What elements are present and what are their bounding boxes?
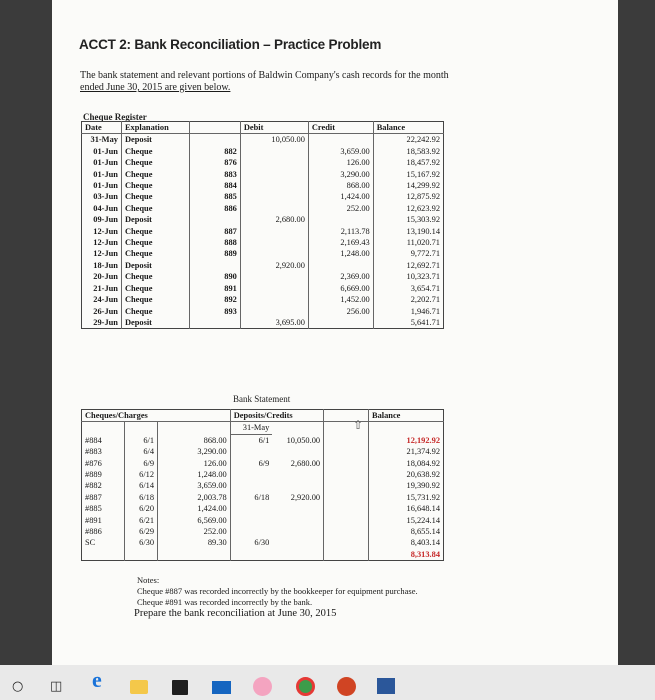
register-cell-cheque: 893 bbox=[190, 306, 241, 317]
register-cell-date: 18-Jun bbox=[93, 260, 118, 270]
register-cell-balance: 5,641.71 bbox=[373, 317, 443, 329]
bank-cell-deposit-date: 6/9 bbox=[230, 458, 272, 469]
bank-cell-cheque: #876 bbox=[85, 458, 102, 468]
bank-row bbox=[82, 549, 444, 561]
register-cell-balance: 12,623.92 bbox=[373, 203, 443, 214]
bank-cell-amount: 89.30 bbox=[158, 537, 231, 548]
register-cell-balance: 18,457.92 bbox=[373, 157, 443, 168]
register-row bbox=[82, 237, 444, 248]
register-cell-explanation: Cheque bbox=[121, 146, 189, 157]
bank-cell-cheque: #884 bbox=[85, 435, 102, 445]
bank-cell-balance: 8,655.14 bbox=[369, 526, 444, 537]
register-cell-explanation: Cheque bbox=[121, 169, 189, 180]
bank-cell-amount: 3,290.00 bbox=[158, 446, 231, 457]
register-cell-date: 01-Jun bbox=[93, 158, 118, 168]
register-cell-explanation: Cheque bbox=[121, 226, 189, 237]
intro-paragraph bbox=[80, 70, 520, 94]
bank-cell-date bbox=[124, 549, 157, 561]
register-cell-credit: 2,113.78 bbox=[308, 226, 373, 237]
register-row bbox=[82, 317, 444, 329]
register-cell-date: 21-Jun bbox=[93, 283, 118, 293]
register-cell-date: 01-Jun bbox=[93, 146, 118, 156]
bank-cell-deposit-amount bbox=[272, 469, 323, 480]
register-cell-balance: 15,303.92 bbox=[373, 214, 443, 225]
register-cell-balance: 15,167.92 bbox=[373, 169, 443, 180]
register-cell-cheque: 886 bbox=[190, 203, 241, 214]
task-view-icon[interactable]: ◫ bbox=[50, 679, 63, 694]
bank-subheader-date: 31-May bbox=[230, 422, 272, 434]
register-cell-debit: 2,920.00 bbox=[240, 260, 308, 271]
intro-line-1: The bank statement and relevant portions of Baldwin Company's cash records for the month bbox=[80, 70, 449, 81]
register-row bbox=[82, 260, 444, 271]
register-cell-cheque: 884 bbox=[190, 180, 241, 191]
register-cell-explanation: Cheque bbox=[121, 203, 189, 214]
mail-icon[interactable] bbox=[212, 681, 231, 694]
bank-cell-deposit-amount bbox=[272, 446, 323, 457]
bank-cell-amount: 1,424.00 bbox=[158, 503, 231, 514]
bank-cell-deposit-amount: 2,680.00 bbox=[290, 458, 321, 468]
register-cell-balance: 11,020.71 bbox=[373, 237, 443, 248]
register-cell-explanation: Deposit bbox=[121, 317, 189, 329]
register-cell-explanation: Deposit bbox=[121, 260, 189, 271]
bank-cell-amount bbox=[158, 549, 231, 561]
bank-cell-cheque: #882 bbox=[85, 481, 102, 491]
bank-cell-deposit-date bbox=[230, 480, 272, 491]
register-cell-date: 12-Jun bbox=[93, 249, 118, 259]
register-cell-date: 04-Jun bbox=[93, 203, 118, 213]
bank-cell-cheque: SC bbox=[85, 538, 96, 548]
register-cell-balance: 13,190.14 bbox=[373, 226, 443, 237]
register-cell-explanation: Cheque bbox=[121, 283, 189, 294]
bank-cell-deposit-amount bbox=[272, 515, 323, 526]
bank-row bbox=[82, 434, 444, 446]
register-cell-debit bbox=[240, 306, 308, 317]
bank-cell-amount: 1,248.00 bbox=[158, 469, 231, 480]
register-row bbox=[82, 146, 444, 157]
bank-cell-deposit-date: 6/18 bbox=[230, 492, 272, 503]
register-cell-credit: 2,169.43 bbox=[308, 237, 373, 248]
register-cell-cheque bbox=[190, 260, 241, 271]
register-cell-cheque: 885 bbox=[190, 191, 241, 202]
bank-row bbox=[82, 537, 444, 548]
bank-cell-balance: 19,390.92 bbox=[369, 480, 444, 491]
register-cell-credit: 1,452.00 bbox=[308, 294, 373, 305]
bank-cell-cheque: #886 bbox=[85, 527, 102, 537]
bank-header-deposits: Deposits/Credits bbox=[230, 410, 323, 422]
bank-row bbox=[82, 458, 444, 469]
bank-cell-deposit-date bbox=[230, 526, 272, 537]
note-2: Cheque #891 was recorded incorrectly by the bank. bbox=[137, 597, 313, 607]
bank-cell-cheque: #883 bbox=[85, 447, 102, 457]
register-header-debit: Debit bbox=[240, 122, 308, 134]
bank-cell-deposit-date: 6/30 bbox=[230, 537, 272, 548]
bank-cell-date: 6/9 bbox=[124, 458, 157, 469]
register-cell-balance: 9,772.71 bbox=[373, 248, 443, 259]
register-cell-cheque: 882 bbox=[190, 146, 241, 157]
register-cell-date: 09-Jun bbox=[93, 215, 118, 225]
bank-cell-date: 6/21 bbox=[124, 515, 157, 526]
register-row bbox=[82, 248, 444, 259]
mouse-cursor-icon: ⇧ bbox=[353, 418, 364, 432]
register-row bbox=[82, 191, 444, 202]
edge-icon[interactable]: e bbox=[92, 667, 102, 692]
bank-sub-blank-6 bbox=[369, 422, 444, 434]
register-cell-explanation: Deposit bbox=[121, 214, 189, 225]
bank-row bbox=[82, 526, 444, 537]
bank-cell-deposit-date bbox=[230, 469, 272, 480]
bank-cell-deposit-amount: 2,920.00 bbox=[290, 492, 321, 502]
bank-cell-deposit-amount: 10,050.00 bbox=[286, 435, 321, 445]
bank-cell-date: 6/4 bbox=[124, 446, 157, 457]
register-cell-debit: 2,680.00 bbox=[240, 214, 308, 225]
bank-cell-deposit-date bbox=[230, 549, 272, 561]
register-cell-explanation: Cheque bbox=[121, 191, 189, 202]
register-cell-cheque: 876 bbox=[190, 157, 241, 168]
bank-cell-spacer bbox=[324, 446, 369, 457]
register-cell-cheque bbox=[190, 134, 241, 146]
register-row bbox=[82, 214, 444, 225]
bank-cell-date: 6/12 bbox=[124, 469, 157, 480]
register-cell-debit bbox=[240, 146, 308, 157]
register-cell-balance: 22,242.92 bbox=[373, 134, 443, 146]
register-cell-debit bbox=[240, 191, 308, 202]
register-cell-date: 12-Jun bbox=[93, 226, 118, 236]
register-cell-debit bbox=[240, 157, 308, 168]
register-cell-date: 24-Jun bbox=[93, 295, 118, 305]
bank-cell-cheque: #887 bbox=[85, 492, 102, 502]
register-row bbox=[82, 283, 444, 294]
register-cell-date: 01-Jun bbox=[93, 169, 118, 179]
register-cell-credit bbox=[308, 214, 373, 225]
register-cell-explanation: Deposit bbox=[121, 134, 189, 146]
register-cell-debit bbox=[240, 248, 308, 259]
bank-sub-blank-5 bbox=[324, 422, 369, 434]
bank-sub-blank-3 bbox=[158, 422, 231, 434]
register-cell-credit: 126.00 bbox=[308, 157, 373, 168]
register-cell-explanation: Cheque bbox=[121, 157, 189, 168]
register-row bbox=[82, 180, 444, 191]
bank-cell-spacer bbox=[324, 458, 369, 469]
bank-cell-deposit-amount bbox=[272, 537, 323, 548]
register-cell-debit bbox=[240, 237, 308, 248]
bank-cell-balance: 15,224.14 bbox=[369, 515, 444, 526]
bank-cell-amount: 868.00 bbox=[158, 434, 231, 446]
bank-row bbox=[82, 503, 444, 514]
bank-cell-date: 6/1 bbox=[124, 434, 157, 446]
register-cell-debit bbox=[240, 169, 308, 180]
register-row bbox=[82, 306, 444, 317]
powerpoint-icon[interactable] bbox=[337, 677, 356, 696]
register-cell-date: 31-May bbox=[90, 135, 118, 145]
bank-cell-date: 6/29 bbox=[124, 526, 157, 537]
bank-cell-balance: 8,403.14 bbox=[369, 537, 444, 548]
register-cell-date: 03-Jun bbox=[93, 192, 118, 202]
bank-cell-spacer bbox=[324, 526, 369, 537]
bank-sub-blank-4 bbox=[272, 422, 323, 434]
register-cell-debit bbox=[240, 180, 308, 191]
register-cell-credit: 2,369.00 bbox=[308, 271, 373, 282]
register-cell-debit bbox=[240, 294, 308, 305]
bank-statement-label: Bank Statement bbox=[233, 394, 291, 404]
bank-cell-balance: 20,638.92 bbox=[369, 469, 444, 480]
register-header-cheque bbox=[190, 122, 241, 134]
bank-cell-spacer bbox=[324, 503, 369, 514]
register-cell-balance: 12,692.71 bbox=[373, 260, 443, 271]
bank-row bbox=[82, 469, 444, 480]
bank-cell-spacer bbox=[324, 469, 369, 480]
register-cell-credit bbox=[308, 134, 373, 146]
register-cell-debit bbox=[240, 283, 308, 294]
bank-cell-spacer bbox=[324, 549, 369, 561]
notes-block bbox=[121, 575, 418, 608]
bank-cell-deposit-amount bbox=[272, 503, 323, 514]
bank-cell-spacer bbox=[324, 480, 369, 491]
register-cell-cheque: 887 bbox=[190, 226, 241, 237]
register-cell-balance: 2,202.71 bbox=[373, 294, 443, 305]
word-icon[interactable] bbox=[377, 678, 395, 694]
register-cell-cheque: 891 bbox=[190, 283, 241, 294]
bank-header-cheques: Cheques/Charges bbox=[82, 410, 231, 422]
register-cell-explanation: Cheque bbox=[121, 294, 189, 305]
bank-cell-balance: 8,313.84 bbox=[369, 549, 444, 561]
register-cell-cheque: 889 bbox=[190, 248, 241, 259]
register-cell-date: 20-Jun bbox=[93, 272, 118, 282]
bank-row bbox=[82, 515, 444, 526]
register-cell-debit: 10,050.00 bbox=[240, 134, 308, 146]
register-row bbox=[82, 134, 444, 146]
register-cell-explanation: Cheque bbox=[121, 180, 189, 191]
bank-row bbox=[82, 446, 444, 457]
register-row bbox=[82, 157, 444, 168]
bank-cell-amount: 252.00 bbox=[158, 526, 231, 537]
register-cell-explanation: Cheque bbox=[121, 271, 189, 282]
bank-sub-blank bbox=[82, 422, 125, 434]
bank-cell-deposit-date bbox=[230, 515, 272, 526]
register-row bbox=[82, 203, 444, 214]
bank-cell-balance: 16,648.14 bbox=[369, 503, 444, 514]
register-cell-credit: 252.00 bbox=[308, 203, 373, 214]
bank-cell-deposit-date: 6/1 bbox=[230, 434, 272, 446]
paint-icon[interactable] bbox=[253, 677, 272, 696]
file-explorer-icon[interactable] bbox=[130, 680, 148, 694]
register-cell-debit bbox=[240, 226, 308, 237]
bank-cell-spacer bbox=[324, 515, 369, 526]
register-cell-balance: 12,875.92 bbox=[373, 191, 443, 202]
bank-cell-balance: 21,374.92 bbox=[369, 446, 444, 457]
bank-cell-date: 6/30 bbox=[124, 537, 157, 548]
register-cell-credit: 256.00 bbox=[308, 306, 373, 317]
register-row bbox=[82, 294, 444, 305]
bank-cell-date: 6/20 bbox=[124, 503, 157, 514]
register-cell-date: 01-Jun bbox=[93, 181, 118, 191]
register-cell-debit bbox=[240, 271, 308, 282]
register-cell-cheque bbox=[190, 317, 241, 329]
register-cell-credit bbox=[308, 317, 373, 329]
register-header-explanation: Explanation bbox=[121, 122, 189, 134]
register-cell-explanation: Cheque bbox=[121, 248, 189, 259]
register-cell-balance: 14,299.92 bbox=[373, 180, 443, 191]
bank-subheader-row bbox=[82, 422, 444, 434]
bank-cell-balance: 12,192.92 bbox=[369, 434, 444, 446]
register-header-balance: Balance bbox=[373, 122, 443, 134]
cheque-register-label: Cheque Register bbox=[83, 112, 147, 122]
register-cell-credit: 868.00 bbox=[308, 180, 373, 191]
cheque-register-table bbox=[81, 121, 444, 329]
bank-cell-cheque: #885 bbox=[85, 504, 102, 514]
bank-header-row bbox=[82, 410, 444, 422]
bank-sub-blank-2 bbox=[124, 422, 157, 434]
register-cell-date: 26-Jun bbox=[93, 306, 118, 316]
bank-cell-spacer bbox=[324, 537, 369, 548]
register-cell-credit bbox=[308, 260, 373, 271]
document-title: ACCT 2: Bank Reconciliation – Practice Problem bbox=[79, 37, 382, 52]
register-cell-credit: 6,669.00 bbox=[308, 283, 373, 294]
bank-cell-deposit-date bbox=[230, 503, 272, 514]
bank-cell-deposit-amount bbox=[272, 526, 323, 537]
bank-row bbox=[82, 492, 444, 503]
bank-statement-table bbox=[81, 409, 444, 561]
bank-cell-deposit-date bbox=[230, 446, 272, 457]
register-cell-cheque bbox=[190, 214, 241, 225]
register-cell-explanation: Cheque bbox=[121, 306, 189, 317]
bank-cell-spacer bbox=[324, 434, 369, 446]
register-cell-explanation: Cheque bbox=[121, 237, 189, 248]
bank-row bbox=[82, 480, 444, 491]
bank-header-spacer bbox=[324, 410, 369, 422]
bank-header-balance: Balance bbox=[369, 410, 444, 422]
assignment-prompt: Prepare the bank reconciliation at June 30, 2015 bbox=[134, 608, 337, 619]
register-cell-date: 12-Jun bbox=[93, 238, 118, 248]
register-cell-debit: 3,695.00 bbox=[240, 317, 308, 329]
register-header-row bbox=[82, 122, 444, 134]
bank-cell-amount: 126.00 bbox=[158, 458, 231, 469]
register-cell-date: 29-Jun bbox=[93, 317, 118, 327]
register-cell-balance: 1,946.71 bbox=[373, 306, 443, 317]
bank-cell-cheque: #891 bbox=[85, 515, 102, 525]
register-row bbox=[82, 271, 444, 282]
register-cell-cheque: 890 bbox=[190, 271, 241, 282]
register-cell-balance: 3,654.71 bbox=[373, 283, 443, 294]
bank-cell-date: 6/14 bbox=[124, 480, 157, 491]
notes-label: Notes: bbox=[137, 575, 160, 585]
store-icon[interactable] bbox=[172, 680, 188, 695]
register-cell-credit: 3,290.00 bbox=[308, 169, 373, 180]
bank-cell-deposit-amount bbox=[272, 480, 323, 491]
note-1: Cheque #887 was recorded incorrectly by the bookkeeper for equipment purchase. bbox=[137, 586, 418, 596]
register-cell-debit bbox=[240, 203, 308, 214]
register-header-date: Date bbox=[82, 122, 122, 134]
register-cell-balance: 10,323.71 bbox=[373, 271, 443, 282]
register-cell-cheque: 888 bbox=[190, 237, 241, 248]
register-cell-credit: 1,424.00 bbox=[308, 191, 373, 202]
bank-cell-amount: 3,659.00 bbox=[158, 480, 231, 491]
bank-cell-spacer bbox=[324, 492, 369, 503]
register-cell-credit: 1,248.00 bbox=[308, 248, 373, 259]
register-cell-credit: 3,659.00 bbox=[308, 146, 373, 157]
register-row bbox=[82, 169, 444, 180]
bank-cell-cheque: #889 bbox=[85, 470, 102, 480]
bank-cell-amount: 6,569.00 bbox=[158, 515, 231, 526]
intro-line-2: ended June 30, 2015 are given below. bbox=[80, 82, 231, 93]
bank-cell-balance: 18,084.92 bbox=[369, 458, 444, 469]
register-cell-cheque: 892 bbox=[190, 294, 241, 305]
bank-cell-balance: 15,731.92 bbox=[369, 492, 444, 503]
bank-cell-date: 6/18 bbox=[124, 492, 157, 503]
bank-cell-amount: 2,003.78 bbox=[158, 492, 231, 503]
register-header-credit: Credit bbox=[308, 122, 373, 134]
chrome-icon[interactable] bbox=[296, 677, 315, 696]
register-row bbox=[82, 226, 444, 237]
document-page bbox=[52, 0, 618, 665]
register-cell-cheque: 883 bbox=[190, 169, 241, 180]
bank-cell-cheque bbox=[82, 549, 125, 561]
cortana-icon[interactable]: ○ bbox=[12, 679, 24, 694]
register-cell-balance: 18,583.92 bbox=[373, 146, 443, 157]
bank-cell-deposit-amount bbox=[272, 549, 323, 561]
